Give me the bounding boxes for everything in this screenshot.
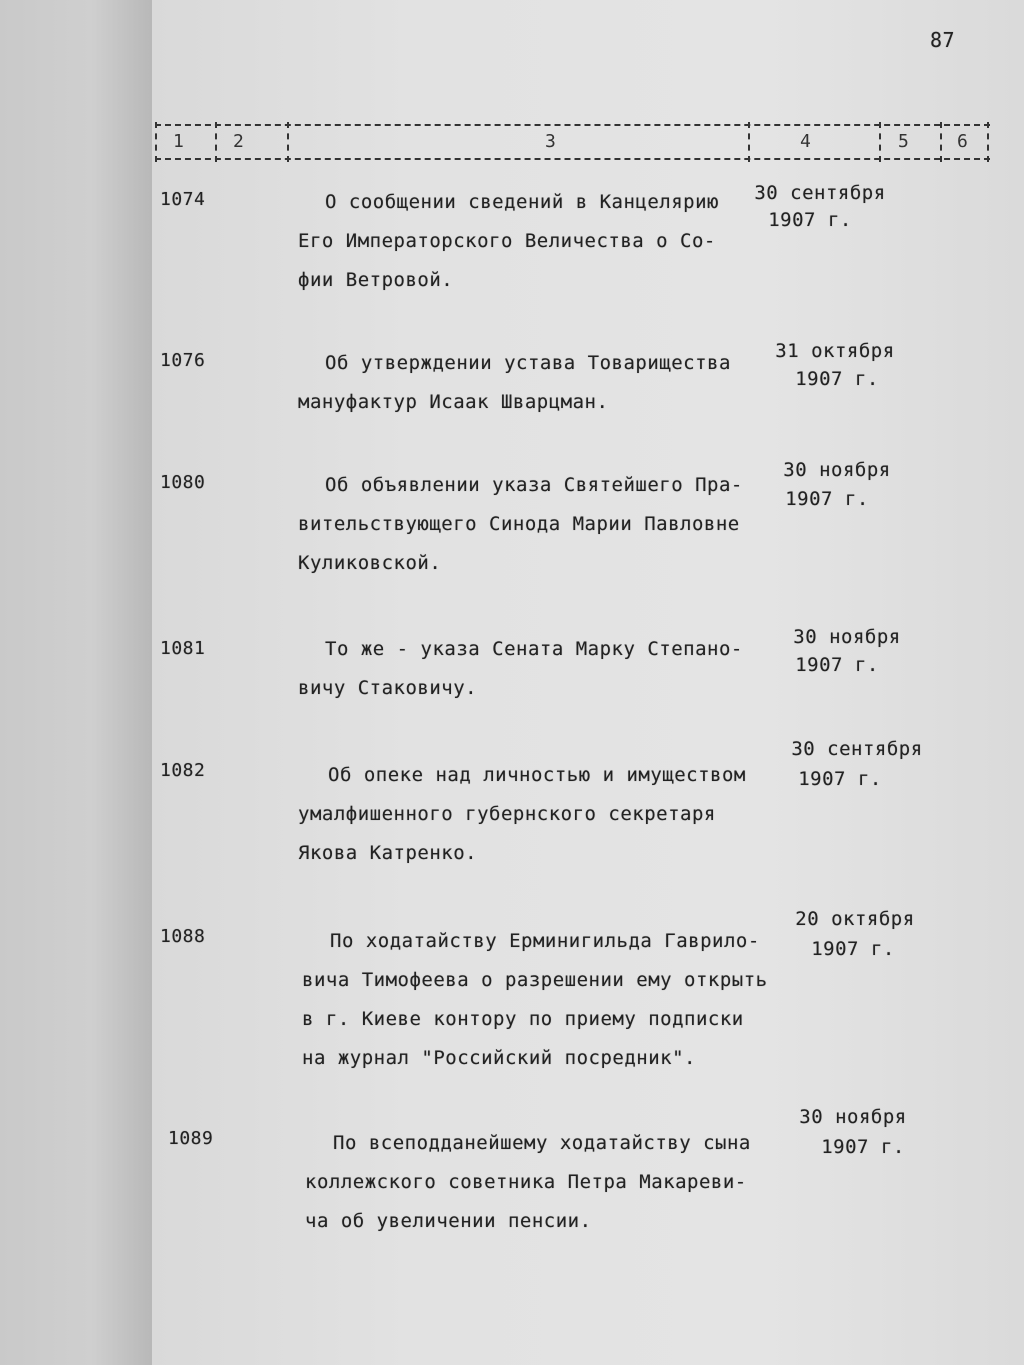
column-separator: [940, 122, 942, 162]
column-header-6: 6: [957, 131, 968, 152]
entry-text-line: вича Тимофеева о разрешении ему открыть: [302, 969, 768, 991]
entry-text-line: мануфактур Исаак Шварцман.: [298, 391, 609, 413]
entry-text-line: То же - указа Сената Марку Степано-: [325, 638, 743, 660]
column-header-bar: [155, 122, 990, 162]
entry-date-day: 20 октября: [795, 908, 915, 930]
facing-page-edge: [0, 0, 152, 1365]
entry-date-year: 1907 г.: [821, 1136, 905, 1158]
entry-date-year: 1907 г.: [785, 488, 869, 510]
entry-text-line: умалфишенного губернского секретаря: [298, 803, 716, 825]
entry-text-line: вичу Стаковичу.: [298, 677, 478, 699]
register-entry: [0, 1106, 1024, 1232]
entry-text-line: Об опеке над личностью и имуществом: [328, 764, 746, 786]
entry-date-day: 30 сентября: [754, 182, 886, 204]
entry-text-line: фии Ветровой.: [298, 269, 454, 291]
entry-number: 1088: [160, 926, 206, 947]
column-separator: [748, 122, 750, 162]
header-rule-bottom: [155, 158, 990, 160]
entry-text-line: на журнал "Российский посредник".: [302, 1047, 696, 1069]
entry-date-day: 30 ноября: [799, 1106, 907, 1128]
entry-date-year: 1907 г.: [798, 768, 882, 790]
register-entry: [0, 340, 1024, 413]
column-separator: [987, 122, 989, 162]
entry-text-line: Об утверждении устава Товарищества: [325, 352, 731, 374]
entry-date-day: 30 сентября: [791, 738, 923, 760]
entry-date-year: 1907 г.: [795, 654, 879, 676]
column-header-2: 2: [233, 131, 244, 152]
entry-text-line: ча об увеличении пенсии.: [305, 1210, 592, 1232]
column-separator: [879, 122, 881, 162]
entry-date-day: 31 октября: [775, 340, 895, 362]
column-separator: [155, 122, 157, 162]
entry-date-day: 30 ноября: [793, 626, 901, 648]
entry-text-line: Его Императорского Величества о Со-: [298, 230, 716, 252]
entry-text-line: По всеподданейшему ходатайству сына: [333, 1132, 751, 1154]
register-entry: [0, 908, 1024, 1069]
register-entry: [0, 182, 1024, 291]
column-separator: [215, 122, 217, 162]
column-separator: [287, 122, 289, 162]
entry-number: 1080: [160, 472, 206, 493]
column-header-5: 5: [898, 131, 909, 152]
header-rule-top: [155, 124, 990, 126]
column-header-4: 4: [800, 131, 811, 152]
entry-text-line: О сообщении сведений в Канцелярию: [325, 191, 719, 213]
entry-number: 1076: [160, 350, 206, 371]
entry-number: 1074: [160, 189, 206, 210]
entry-date-year: 1907 г.: [795, 368, 879, 390]
entry-number: 1089: [168, 1128, 214, 1149]
entry-date-year: 1907 г.: [768, 209, 852, 231]
entry-text-line: По ходатайству Ерминигильда Гаврило-: [330, 930, 760, 952]
entry-number: 1081: [160, 638, 206, 659]
page-number: 87: [930, 28, 956, 52]
entry-text-line: в г. Киеве контору по приему подписки: [302, 1008, 744, 1030]
entry-date-day: 30 ноября: [783, 459, 891, 481]
register-entry: [0, 459, 1024, 574]
column-header-1: 1: [173, 131, 184, 152]
entry-text-line: Куликовской.: [298, 552, 442, 574]
column-header-3: 3: [545, 131, 556, 152]
entry-text-line: Якова Катренко.: [298, 842, 478, 864]
entry-text-line: коллежского советника Петра Макареви-: [305, 1171, 747, 1193]
register-entry: [0, 626, 1024, 699]
entry-text-line: Об объявлении указа Святейшего Пра-: [325, 474, 743, 496]
entry-text-line: вительствующего Синода Марии Павловне: [298, 513, 740, 535]
entry-number: 1082: [160, 760, 206, 781]
register-entry: [0, 738, 1024, 864]
entry-date-year: 1907 г.: [811, 938, 895, 960]
